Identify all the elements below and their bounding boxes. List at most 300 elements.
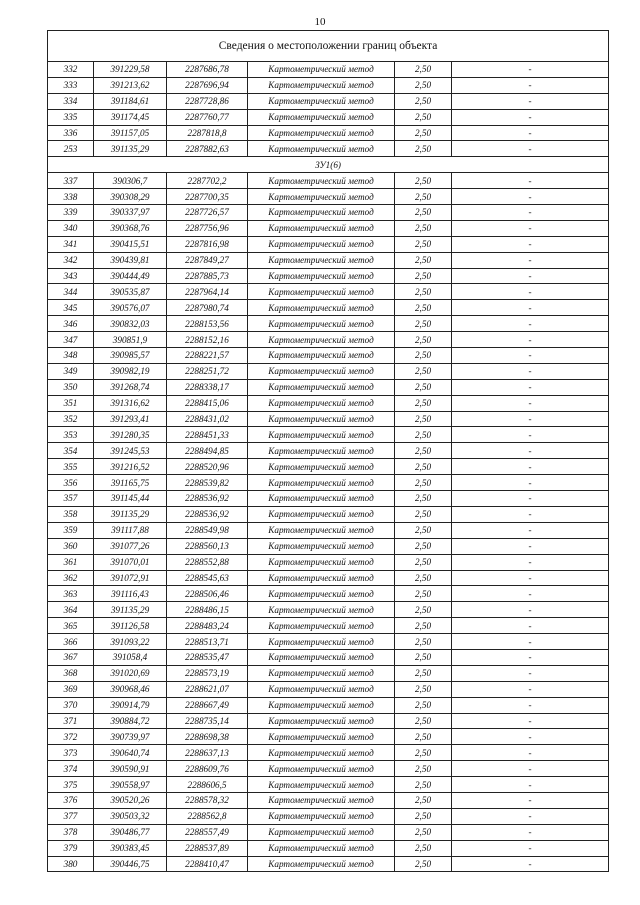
cell-coord-y: 2288637,13 xyxy=(167,745,248,761)
cell-point-number: 253 xyxy=(48,141,94,157)
cell-precision: 2,50 xyxy=(395,554,452,570)
cell-coord-x: 390444,49 xyxy=(94,268,167,284)
cell-point-number: 336 xyxy=(48,125,94,141)
cell-method: Картометрический метод xyxy=(248,427,395,443)
cell-precision: 2,50 xyxy=(395,729,452,745)
cell-method: Картометрический метод xyxy=(248,586,395,602)
cell-coord-x: 390308,29 xyxy=(94,189,167,205)
cell-coord-x: 391216,52 xyxy=(94,459,167,475)
cell-method: Картометрический метод xyxy=(248,109,395,125)
cell-precision: 2,50 xyxy=(395,681,452,697)
cell-precision: 2,50 xyxy=(395,93,452,109)
cell-method: Картометрический метод xyxy=(248,506,395,522)
table-row xyxy=(48,395,609,411)
table-row xyxy=(48,236,609,252)
cell-method: Картометрический метод xyxy=(248,62,395,78)
cell-coord-x: 390590,91 xyxy=(94,761,167,777)
cell-method: Картометрический метод xyxy=(248,379,395,395)
cell-point-number: 376 xyxy=(48,792,94,808)
cell-coord-y: 2287696,94 xyxy=(167,77,248,93)
cell-coord-x: 390486,77 xyxy=(94,824,167,840)
cell-coord-x: 391316,62 xyxy=(94,395,167,411)
table-row xyxy=(48,348,609,364)
table-row xyxy=(48,761,609,777)
table-row xyxy=(48,62,609,78)
cell-method: Картометрический метод xyxy=(248,792,395,808)
cell-point-number: 373 xyxy=(48,745,94,761)
table-row xyxy=(48,649,609,665)
cell-precision: 2,50 xyxy=(395,268,452,284)
cell-coord-y: 2287885,73 xyxy=(167,268,248,284)
table-row xyxy=(48,443,609,459)
cell-point-number: 372 xyxy=(48,729,94,745)
cell-description: - xyxy=(452,189,609,205)
cell-precision: 2,50 xyxy=(395,205,452,221)
cell-precision: 2,50 xyxy=(395,189,452,205)
cell-point-number: 371 xyxy=(48,713,94,729)
cell-description: - xyxy=(452,522,609,538)
cell-precision: 2,50 xyxy=(395,602,452,618)
table-row xyxy=(48,729,609,745)
cell-point-number: 341 xyxy=(48,236,94,252)
cell-precision: 2,50 xyxy=(395,618,452,634)
cell-coord-x: 391058,4 xyxy=(94,649,167,665)
cell-coord-x: 391070,01 xyxy=(94,554,167,570)
cell-method: Картометрический метод xyxy=(248,777,395,793)
cell-coord-y: 2287818,8 xyxy=(167,125,248,141)
cell-coord-x: 390383,45 xyxy=(94,840,167,856)
cell-coord-y: 2288735,14 xyxy=(167,713,248,729)
cell-description: - xyxy=(452,729,609,745)
cell-point-number: 365 xyxy=(48,618,94,634)
table-row xyxy=(48,602,609,618)
cell-coord-x: 391280,35 xyxy=(94,427,167,443)
cell-method: Картометрический метод xyxy=(248,808,395,824)
cell-coord-x: 391077,26 xyxy=(94,538,167,554)
cell-precision: 2,50 xyxy=(395,236,452,252)
cell-coord-y: 2288520,96 xyxy=(167,459,248,475)
cell-point-number: 367 xyxy=(48,649,94,665)
cell-precision: 2,50 xyxy=(395,411,452,427)
cell-precision: 2,50 xyxy=(395,363,452,379)
table-title: Сведения о местоположении границ объекта xyxy=(48,31,609,62)
cell-precision: 2,50 xyxy=(395,443,452,459)
cell-description: - xyxy=(452,681,609,697)
cell-coord-y: 2288513,71 xyxy=(167,634,248,650)
table-row xyxy=(48,586,609,602)
cell-coord-x: 391135,29 xyxy=(94,506,167,522)
cell-coord-y: 2288606,5 xyxy=(167,777,248,793)
cell-description: - xyxy=(452,777,609,793)
cell-description: - xyxy=(452,475,609,491)
cell-point-number: 350 xyxy=(48,379,94,395)
cell-coord-x: 390337,97 xyxy=(94,205,167,221)
cell-method: Картометрический метод xyxy=(248,681,395,697)
cell-coord-x: 390576,07 xyxy=(94,300,167,316)
cell-method: Картометрический метод xyxy=(248,77,395,93)
cell-precision: 2,50 xyxy=(395,840,452,856)
cell-method: Картометрический метод xyxy=(248,634,395,650)
cell-coord-y: 2287849,27 xyxy=(167,252,248,268)
cell-method: Картометрический метод xyxy=(248,220,395,236)
cell-description: - xyxy=(452,824,609,840)
cell-description: - xyxy=(452,808,609,824)
cell-method: Картометрический метод xyxy=(248,141,395,157)
cell-method: Картометрический метод xyxy=(248,443,395,459)
table-row xyxy=(48,538,609,554)
cell-coord-x: 390982,19 xyxy=(94,363,167,379)
table-row xyxy=(48,475,609,491)
cell-coord-x: 390503,32 xyxy=(94,808,167,824)
cell-description: - xyxy=(452,332,609,348)
cell-description: - xyxy=(452,697,609,713)
table-row xyxy=(48,745,609,761)
cell-method: Картометрический метод xyxy=(248,491,395,507)
cell-point-number: 368 xyxy=(48,665,94,681)
cell-coord-y: 2287816,98 xyxy=(167,236,248,252)
cell-precision: 2,50 xyxy=(395,665,452,681)
table-row xyxy=(48,665,609,681)
cell-precision: 2,50 xyxy=(395,777,452,793)
cell-coord-y: 2288153,56 xyxy=(167,316,248,332)
cell-coord-y: 2288621,07 xyxy=(167,681,248,697)
table-row xyxy=(48,792,609,808)
cell-coord-y: 2288609,76 xyxy=(167,761,248,777)
cell-description: - xyxy=(452,713,609,729)
table-row xyxy=(48,808,609,824)
table-row xyxy=(48,189,609,205)
cell-coord-x: 390415,51 xyxy=(94,236,167,252)
cell-description: - xyxy=(452,411,609,427)
cell-method: Картометрический метод xyxy=(248,665,395,681)
table-row xyxy=(48,427,609,443)
cell-coord-x: 391145,44 xyxy=(94,491,167,507)
cell-precision: 2,50 xyxy=(395,252,452,268)
cell-description: - xyxy=(452,93,609,109)
cell-coord-y: 2288410,47 xyxy=(167,856,248,872)
cell-precision: 2,50 xyxy=(395,395,452,411)
page-number: 10 xyxy=(314,16,326,28)
table-row xyxy=(48,363,609,379)
cell-description: - xyxy=(452,538,609,554)
cell-description: - xyxy=(452,141,609,157)
table-row xyxy=(48,77,609,93)
cell-coord-y: 2288536,92 xyxy=(167,506,248,522)
cell-precision: 2,50 xyxy=(395,856,452,872)
cell-coord-y: 2288535,47 xyxy=(167,649,248,665)
cell-coord-x: 391135,29 xyxy=(94,141,167,157)
table-row xyxy=(48,141,609,157)
cell-point-number: 347 xyxy=(48,332,94,348)
table-row xyxy=(48,252,609,268)
cell-point-number: 364 xyxy=(48,602,94,618)
cell-method: Картометрический метод xyxy=(248,125,395,141)
cell-point-number: 340 xyxy=(48,220,94,236)
table-row xyxy=(48,411,609,427)
cell-description: - xyxy=(452,618,609,634)
cell-point-number: 333 xyxy=(48,77,94,93)
cell-point-number: 361 xyxy=(48,554,94,570)
cell-coord-y: 2288537,89 xyxy=(167,840,248,856)
cell-precision: 2,50 xyxy=(395,713,452,729)
cell-method: Картометрический метод xyxy=(248,840,395,856)
cell-point-number: 346 xyxy=(48,316,94,332)
cell-method: Картометрический метод xyxy=(248,602,395,618)
cell-point-number: 360 xyxy=(48,538,94,554)
cell-method: Картометрический метод xyxy=(248,824,395,840)
table-row xyxy=(48,570,609,586)
cell-description: - xyxy=(452,395,609,411)
cell-point-number: 379 xyxy=(48,840,94,856)
cell-description: - xyxy=(452,761,609,777)
cell-precision: 2,50 xyxy=(395,792,452,808)
cell-coord-x: 391093,22 xyxy=(94,634,167,650)
cell-method: Картометрический метод xyxy=(248,649,395,665)
cell-method: Картометрический метод xyxy=(248,332,395,348)
cell-coord-x: 391116,43 xyxy=(94,586,167,602)
cell-point-number: 377 xyxy=(48,808,94,824)
cell-method: Картометрический метод xyxy=(248,252,395,268)
table-row xyxy=(48,205,609,221)
table-row xyxy=(48,777,609,793)
cell-method: Картометрический метод xyxy=(248,395,395,411)
cell-precision: 2,50 xyxy=(395,125,452,141)
cell-coord-x: 391229,58 xyxy=(94,62,167,78)
cell-coord-y: 2287700,35 xyxy=(167,189,248,205)
cell-coord-y: 2288338,17 xyxy=(167,379,248,395)
cell-coord-y: 2288539,82 xyxy=(167,475,248,491)
cell-coord-x: 391213,62 xyxy=(94,77,167,93)
cell-point-number: 352 xyxy=(48,411,94,427)
table-row xyxy=(48,713,609,729)
cell-description: - xyxy=(452,491,609,507)
table-row xyxy=(48,856,609,872)
cell-method: Картометрический метод xyxy=(248,411,395,427)
cell-coord-y: 2287726,57 xyxy=(167,205,248,221)
cell-coord-x: 390985,57 xyxy=(94,348,167,364)
cell-coord-x: 390739,97 xyxy=(94,729,167,745)
cell-precision: 2,50 xyxy=(395,379,452,395)
cell-coord-y: 2288573,19 xyxy=(167,665,248,681)
cell-point-number: 358 xyxy=(48,506,94,522)
cell-method: Картометрический метод xyxy=(248,459,395,475)
cell-coord-x: 391157,05 xyxy=(94,125,167,141)
cell-method: Картометрический метод xyxy=(248,189,395,205)
table-row xyxy=(48,522,609,538)
cell-description: - xyxy=(452,173,609,189)
cell-description: - xyxy=(452,205,609,221)
table-row xyxy=(48,268,609,284)
cell-point-number: 355 xyxy=(48,459,94,475)
cell-coord-y: 2288560,13 xyxy=(167,538,248,554)
cell-point-number: 362 xyxy=(48,570,94,586)
cell-coord-x: 390884,72 xyxy=(94,713,167,729)
section-label: ЗУ1(6) xyxy=(48,157,609,173)
cell-description: - xyxy=(452,792,609,808)
cell-method: Картометрический метод xyxy=(248,173,395,189)
cell-method: Картометрический метод xyxy=(248,284,395,300)
cell-point-number: 353 xyxy=(48,427,94,443)
cell-coord-x: 391184,61 xyxy=(94,93,167,109)
cell-precision: 2,50 xyxy=(395,332,452,348)
cell-precision: 2,50 xyxy=(395,522,452,538)
cell-description: - xyxy=(452,300,609,316)
cell-precision: 2,50 xyxy=(395,649,452,665)
cell-coord-y: 2288667,49 xyxy=(167,697,248,713)
boundary-coordinates-table xyxy=(47,30,609,872)
cell-coord-y: 2288415,06 xyxy=(167,395,248,411)
cell-method: Картометрический метод xyxy=(248,363,395,379)
cell-description: - xyxy=(452,649,609,665)
cell-coord-x: 390446,75 xyxy=(94,856,167,872)
cell-coord-y: 2288552,88 xyxy=(167,554,248,570)
cell-point-number: 378 xyxy=(48,824,94,840)
table-row xyxy=(48,697,609,713)
cell-precision: 2,50 xyxy=(395,62,452,78)
cell-coord-y: 2288431,02 xyxy=(167,411,248,427)
cell-coord-y: 2288152,16 xyxy=(167,332,248,348)
cell-coord-y: 2287964,14 xyxy=(167,284,248,300)
cell-coord-y: 2288483,24 xyxy=(167,618,248,634)
cell-description: - xyxy=(452,443,609,459)
cell-method: Картометрический метод xyxy=(248,475,395,491)
cell-point-number: 339 xyxy=(48,205,94,221)
cell-description: - xyxy=(452,506,609,522)
cell-precision: 2,50 xyxy=(395,173,452,189)
cell-precision: 2,50 xyxy=(395,586,452,602)
cell-coord-y: 2287760,77 xyxy=(167,109,248,125)
table-row xyxy=(48,618,609,634)
cell-description: - xyxy=(452,602,609,618)
cell-description: - xyxy=(452,125,609,141)
cell-precision: 2,50 xyxy=(395,427,452,443)
table-row xyxy=(48,332,609,348)
cell-point-number: 342 xyxy=(48,252,94,268)
cell-description: - xyxy=(452,252,609,268)
cell-point-number: 356 xyxy=(48,475,94,491)
cell-precision: 2,50 xyxy=(395,300,452,316)
cell-coord-x: 391072,91 xyxy=(94,570,167,586)
cell-method: Картометрический метод xyxy=(248,205,395,221)
cell-point-number: 343 xyxy=(48,268,94,284)
cell-coord-x: 391126,58 xyxy=(94,618,167,634)
cell-precision: 2,50 xyxy=(395,316,452,332)
cell-method: Картометрический метод xyxy=(248,268,395,284)
cell-description: - xyxy=(452,62,609,78)
cell-coord-y: 2288698,38 xyxy=(167,729,248,745)
cell-method: Картометрический метод xyxy=(248,538,395,554)
cell-point-number: 334 xyxy=(48,93,94,109)
table-row xyxy=(48,824,609,840)
cell-point-number: 359 xyxy=(48,522,94,538)
table-row xyxy=(48,459,609,475)
cell-point-number: 351 xyxy=(48,395,94,411)
cell-precision: 2,50 xyxy=(395,697,452,713)
cell-precision: 2,50 xyxy=(395,824,452,840)
cell-precision: 2,50 xyxy=(395,475,452,491)
cell-coord-y: 2288536,92 xyxy=(167,491,248,507)
cell-coord-x: 390306,7 xyxy=(94,173,167,189)
cell-coord-y: 2288545,63 xyxy=(167,570,248,586)
cell-description: - xyxy=(452,220,609,236)
cell-coord-y: 2288506,46 xyxy=(167,586,248,602)
cell-description: - xyxy=(452,634,609,650)
table-row xyxy=(48,220,609,236)
table-row xyxy=(48,681,609,697)
cell-coord-y: 2287980,74 xyxy=(167,300,248,316)
cell-description: - xyxy=(452,586,609,602)
cell-method: Картометрический метод xyxy=(248,856,395,872)
cell-precision: 2,50 xyxy=(395,761,452,777)
cell-method: Картометрический метод xyxy=(248,618,395,634)
cell-point-number: 380 xyxy=(48,856,94,872)
cell-precision: 2,50 xyxy=(395,745,452,761)
cell-description: - xyxy=(452,236,609,252)
section-row xyxy=(48,157,609,173)
cell-precision: 2,50 xyxy=(395,220,452,236)
cell-precision: 2,50 xyxy=(395,491,452,507)
cell-precision: 2,50 xyxy=(395,77,452,93)
cell-coord-x: 390968,46 xyxy=(94,681,167,697)
cell-coord-x: 391245,53 xyxy=(94,443,167,459)
cell-point-number: 348 xyxy=(48,348,94,364)
cell-coord-y: 2288251,72 xyxy=(167,363,248,379)
cell-coord-y: 2288221,57 xyxy=(167,348,248,364)
table-row xyxy=(48,840,609,856)
cell-coord-x: 391293,41 xyxy=(94,411,167,427)
cell-precision: 2,50 xyxy=(395,570,452,586)
cell-coord-y: 2288486,15 xyxy=(167,602,248,618)
cell-coord-y: 2288578,32 xyxy=(167,792,248,808)
cell-coord-y: 2287882,63 xyxy=(167,141,248,157)
cell-precision: 2,50 xyxy=(395,141,452,157)
cell-point-number: 370 xyxy=(48,697,94,713)
cell-method: Картометрический метод xyxy=(248,745,395,761)
cell-coord-x: 390558,97 xyxy=(94,777,167,793)
cell-coord-x: 391174,45 xyxy=(94,109,167,125)
table-row xyxy=(48,491,609,507)
cell-point-number: 337 xyxy=(48,173,94,189)
cell-point-number: 366 xyxy=(48,634,94,650)
cell-method: Картометрический метод xyxy=(248,554,395,570)
cell-description: - xyxy=(452,856,609,872)
table-title-row xyxy=(48,31,609,62)
table-row xyxy=(48,554,609,570)
cell-description: - xyxy=(452,665,609,681)
cell-point-number: 374 xyxy=(48,761,94,777)
cell-point-number: 338 xyxy=(48,189,94,205)
cell-description: - xyxy=(452,363,609,379)
cell-point-number: 345 xyxy=(48,300,94,316)
cell-coord-x: 391117,88 xyxy=(94,522,167,538)
cell-coord-x: 390851,9 xyxy=(94,332,167,348)
cell-precision: 2,50 xyxy=(395,459,452,475)
cell-description: - xyxy=(452,379,609,395)
cell-coord-y: 2287728,86 xyxy=(167,93,248,109)
cell-coord-x: 391135,29 xyxy=(94,602,167,618)
cell-precision: 2,50 xyxy=(395,284,452,300)
cell-coord-x: 390368,76 xyxy=(94,220,167,236)
table-row xyxy=(48,506,609,522)
cell-method: Картометрический метод xyxy=(248,522,395,538)
table-row xyxy=(48,379,609,395)
cell-method: Картометрический метод xyxy=(248,697,395,713)
cell-method: Картометрический метод xyxy=(248,93,395,109)
cell-coord-y: 2288562,8 xyxy=(167,808,248,824)
cell-precision: 2,50 xyxy=(395,348,452,364)
cell-coord-x: 390914,79 xyxy=(94,697,167,713)
cell-description: - xyxy=(452,109,609,125)
